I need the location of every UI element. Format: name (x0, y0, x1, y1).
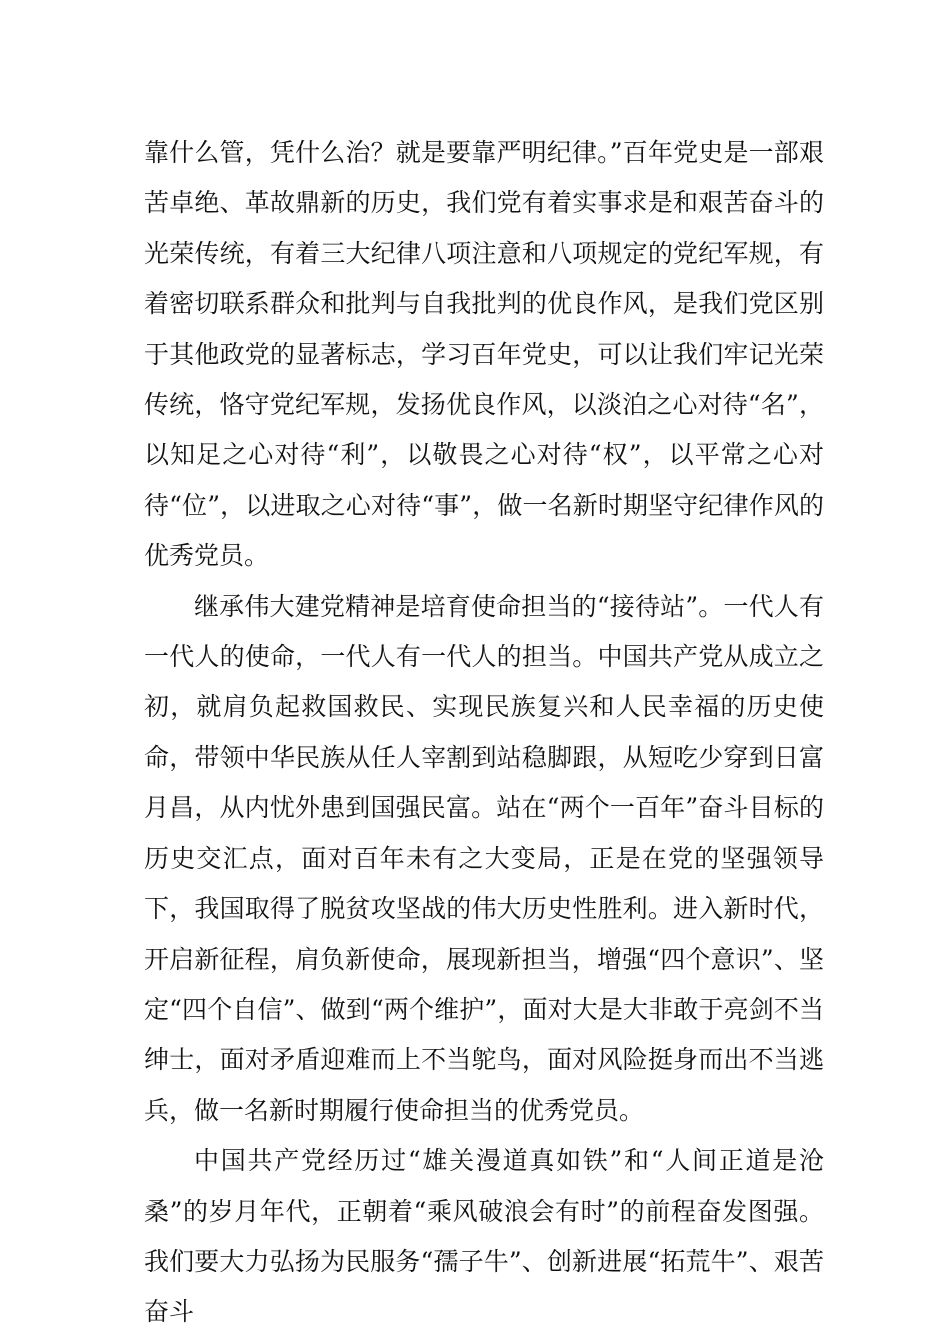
paragraph-2: 继承伟大建党精神是培育使命担当的“接待站”。一代人有一代人的使命，一代人有一代人的担当。中国共产党从成立之初，就肩负起救国救民、实现民族复兴和人民幸福的历史使命，带领中华民族从任人宰割到站稳脚跟，从短吃少穿到日富月昌，从内忧外患到国强民富。站在“两个一百年”奋斗目标的历史交汇点，面对百年未有之大变局，正是在党的坚强领导下，我国取得了脱贫攻坚战的伟大历史性胜利。进入新时代，开启新征程，肩负新使命，展现新担当，增强“四个意识”、坚定“四个自信”、做到“两个维护”，面对大是大非敢于亮剑不当绅士，面对矛盾迎难而上不当鸵鸟，面对风险挺身而出不当逃兵，做一名新时期履行使命担当的优秀党员。 (144, 591, 824, 1125)
paragraph-1: 靠什么管，凭什么治？就是要靠严明纪律。”百年党史是一部艰苦卓绝、革故鼎新的历史，我们党有着实事求是和艰苦奋斗的光荣传统，有着三大纪律八项注意和八项规定的党纪军规，有着密切联系群众和批判与自我批判的优良作风，是我们党区别于其他政党的显著标志，学习百年党史，可以让我们牢记光荣传统，恪守党纪军规，发扬优良作风，以淡泊之心对待“名”，以知足之心对待“利”，以敬畏之心对待“权”，以平常之心对待“位”，以进取之心对待“事”，做一名新时期坚守纪律作风的优秀党员。 (144, 138, 824, 571)
document-body (144, 128, 824, 1338)
paragraph-3: 中国共产党经历过“雄关漫道真如铁”和“人间正道是沧桑”的岁月年代，正朝着“乘风破浪会有时”的前程奋发图强。我们要大力弘扬为民服务“孺子牛”、创新进展“拓荒牛”、艰苦奋斗 (144, 1146, 824, 1327)
